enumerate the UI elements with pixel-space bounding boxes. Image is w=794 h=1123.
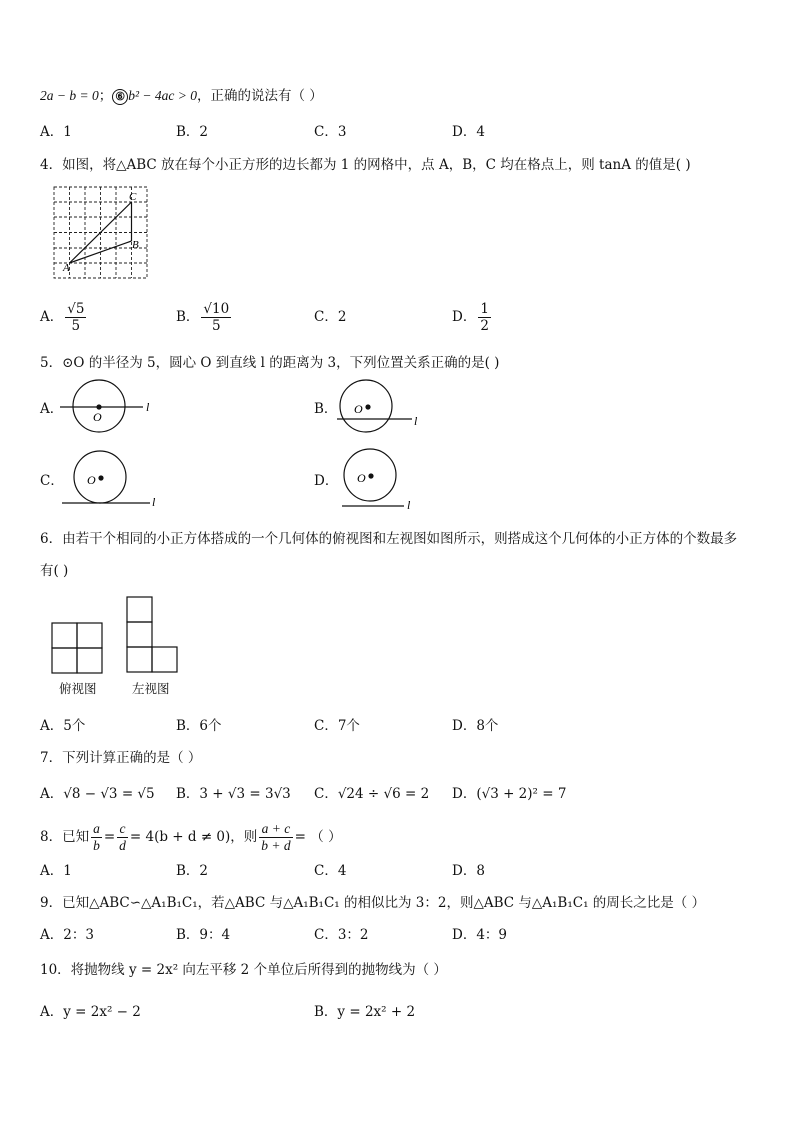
q3-option-b: B．2: [176, 124, 209, 140]
q8-frac-ab: [91, 821, 102, 854]
q5-a-center-label: O: [93, 410, 102, 424]
q9-option-a: A．2：3: [40, 927, 94, 943]
q4-option-a: [40, 298, 88, 336]
q8-stem: [40, 818, 342, 856]
q4-option-d-frac: [478, 301, 491, 334]
q5-c-center-label: O: [87, 473, 96, 487]
q3-sep: ；: [98, 88, 113, 104]
q5-stem: 5．⊙O 的半径为 5，圆心 O 到直线 l 的距离为 3，下列位置关系正确的是( ): [40, 355, 500, 371]
q10-option-b: B．y = 2x² + 2: [314, 1004, 416, 1020]
q5-figure-c: [60, 448, 170, 510]
q6-option-d: D．8个: [452, 718, 499, 734]
q8-option-c: C．4: [314, 863, 347, 879]
q4-option-d: [452, 298, 493, 336]
q8-cond: = 4(b + d ≠ 0)，则: [129, 829, 258, 845]
q5-c-line-label: l: [152, 495, 156, 509]
q5-figure-d: [340, 448, 440, 514]
q5-option-b-label: B．: [314, 401, 338, 417]
q8-frac-sum-num: a + c: [259, 821, 292, 838]
q8-frac-ab-den: b: [93, 838, 100, 853]
q5-figure-a: [58, 378, 158, 438]
q6-left-view-label: 左视图: [132, 681, 170, 696]
q3-expr1: 2a − b = 0: [40, 88, 99, 103]
q9-option-d: D．4：9: [452, 927, 508, 943]
q6-top-view: [51, 622, 105, 676]
q3-text: ，正确的说法有（ ）: [197, 88, 323, 104]
q4-option-a-num: √5: [67, 301, 85, 317]
q4-option-d-num: 1: [480, 301, 489, 317]
q5-a-line-label: l: [146, 400, 150, 414]
q8-frac-sum: [259, 821, 292, 854]
q5-option-d-label: D．: [314, 473, 339, 489]
q5-d-center-label: O: [357, 471, 366, 485]
q4-option-b-frac: [201, 301, 231, 334]
q8-option-a: A．1: [40, 863, 72, 879]
q8-option-b: B．2: [176, 863, 209, 879]
q5-figure-b: [334, 378, 434, 438]
q10-stem: 10．将抛物线 y = 2x² 向左平移 2 个单位后所得到的抛物线为（ ）: [40, 962, 447, 978]
q4-option-b-label: B．: [176, 309, 200, 325]
q5-option-a-label: A．: [40, 401, 64, 417]
q4-label-c: C: [129, 191, 137, 203]
q4-stem: 4．如图，将△ABC 放在每个小正方形的边长都为 1 的网格中，点 A，B，C 均在格点上，则 tanA 的值是( ): [40, 157, 691, 173]
q5-b-line-label: l: [414, 414, 418, 428]
q3-stem: [40, 86, 323, 106]
q6-option-a: A．5个: [40, 718, 86, 734]
q6-stem-line2: 有( ): [40, 563, 69, 579]
q4-option-b: [176, 298, 233, 336]
q5-d-line-label: l: [407, 498, 411, 512]
q9-option-c: C．3：2: [314, 927, 369, 943]
q4-option-a-frac: [65, 301, 86, 334]
q4-option-a-den: 5: [71, 318, 81, 334]
q4-label-b: B: [132, 239, 139, 251]
q8-frac-cd-num: c: [117, 821, 128, 838]
q6-stem-line1: 6．由若干个相同的小正方体搭成的一个几何体的俯视图和左视图如图所示，则搭成这个几何体的小正方体的个数最多: [40, 531, 738, 547]
q9-stem: 9．已知△ABC∽△A₁B₁C₁，若△ABC 与△A₁B₁C₁ 的相似比为 3：2，则△ABC 与△A₁B₁C₁ 的周长之比是（ ）: [40, 895, 706, 911]
q6-left-view: [126, 596, 182, 676]
q3-marker: ⑥: [112, 89, 128, 105]
q4-option-b-num: √10: [203, 301, 230, 317]
q3-expr2: b² − 4ac > 0: [128, 88, 197, 103]
q8-prefix: 8．已知: [40, 829, 90, 845]
q3-option-a: A．1: [40, 124, 72, 140]
q8-option-d: D．8: [452, 863, 485, 879]
q3-option-c: C．3: [314, 124, 347, 140]
q3-option-d: D．4: [452, 124, 485, 140]
q4-option-d-label: D．: [452, 309, 477, 325]
q8-frac-ab-num: a: [93, 821, 100, 836]
q5-option-c-label: C．: [40, 473, 64, 489]
q8-tail: = （ ）: [294, 829, 342, 845]
q4-grid-figure: [53, 186, 149, 280]
q6-top-view-label: 俯视图: [59, 681, 97, 696]
q10-option-a: A．y = 2x² − 2: [40, 1004, 141, 1020]
q7-option-b: B．3 + √3 = 3√3: [176, 786, 291, 802]
q7-option-c: C．√24 ÷ √6 = 2: [314, 786, 430, 802]
q8-frac-cd: [117, 821, 128, 854]
q7-option-d: D．(√3 + 2)² = 7: [452, 786, 567, 802]
q4-option-d-den: 2: [480, 318, 489, 334]
q4-option-a-label: A．: [40, 309, 64, 325]
q6-option-b: B．6个: [176, 718, 222, 734]
q7-option-a: A．√8 − √3 = √5: [40, 786, 155, 802]
q4-option-b-den: 5: [212, 318, 221, 334]
q7-stem: 7．下列计算正确的是（ ）: [40, 750, 202, 766]
q5-b-center-label: O: [354, 402, 363, 416]
q9-option-b: B．9：4: [176, 927, 231, 943]
q4-label-a: A: [63, 262, 70, 274]
q4-option-c: C．2: [314, 309, 347, 325]
q6-option-c: C．7个: [314, 718, 360, 734]
q8-frac-sum-den: b + d: [261, 838, 291, 853]
q8-eq: =: [103, 829, 116, 845]
q8-frac-cd-den: d: [119, 838, 126, 853]
